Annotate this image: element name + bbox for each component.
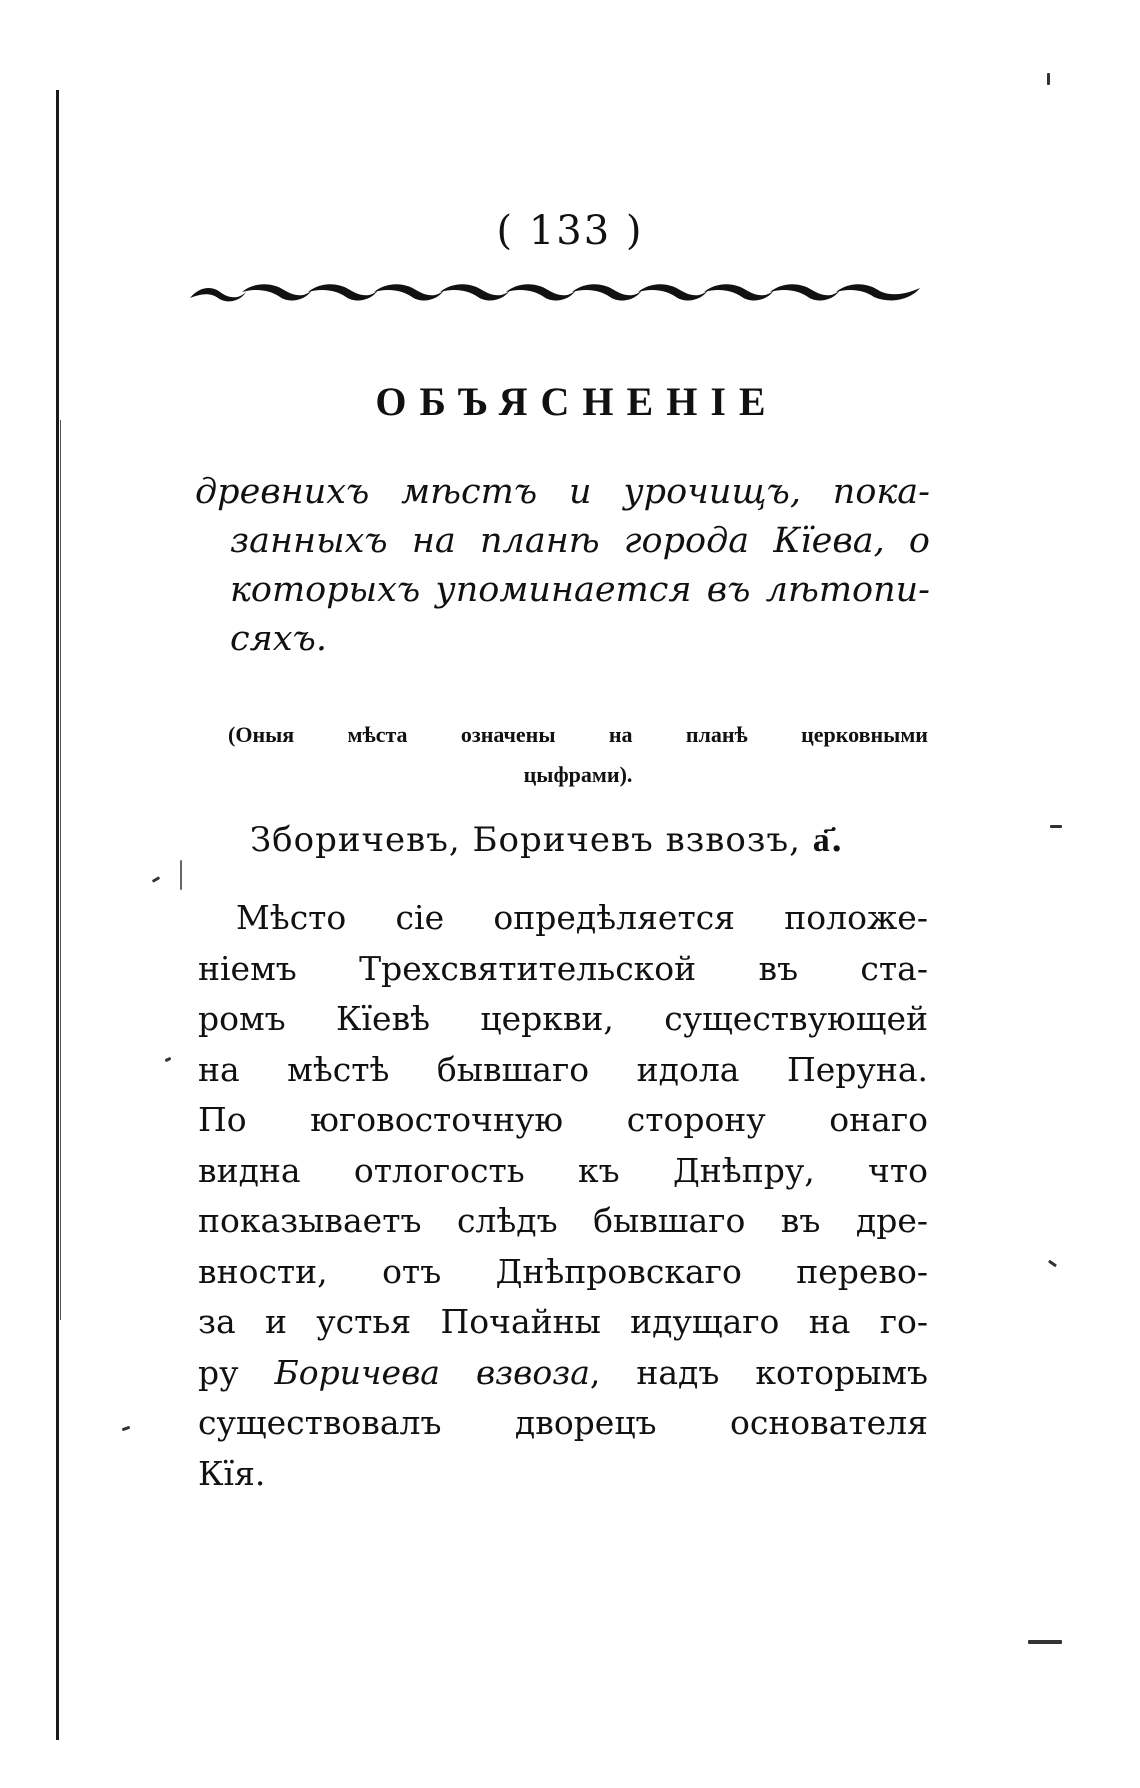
subtitle-line: занныхъ на планѣ города Кїева, о xyxy=(230,521,930,561)
subtitle-line: которыхъ упоминается въ лѣтопи- xyxy=(230,570,930,610)
page-edge-rule-inner xyxy=(60,420,61,1320)
page-number: ( 133 ) xyxy=(496,208,644,254)
section-title: ОБЪЯСНЕНІЕ xyxy=(375,379,779,424)
body-line: Кїя. xyxy=(198,1453,266,1493)
body-line: вности, отъ Днѣпровскаго перево- xyxy=(198,1251,928,1291)
subtitle-line: сяхъ. xyxy=(230,619,327,659)
body-line: показываетъ слѣдъ бывшаго въ дре- xyxy=(198,1201,928,1240)
note-line: (Оныя мѣста означены на планѣ церковными xyxy=(228,722,928,747)
scan-speck xyxy=(165,1057,172,1062)
body-line: ромъ Кїевѣ церкви, существующей xyxy=(198,999,928,1038)
body-text-fragment: , надъ которымъ xyxy=(589,1352,929,1392)
scan-speck xyxy=(1048,1260,1057,1268)
entry-heading-text: Зборичевъ, Боричевъ взвозъ, xyxy=(250,820,801,860)
subtitle xyxy=(195,468,930,664)
scan-speck xyxy=(1047,73,1050,85)
scan-speck xyxy=(152,876,160,883)
page-edge-rule xyxy=(56,90,59,1740)
body-line xyxy=(198,1348,928,1399)
note-line: цыфрами). xyxy=(523,762,633,787)
entry-number-marker: а҃. xyxy=(812,820,844,860)
entry-heading xyxy=(250,820,844,860)
body-line: ніемъ Трехсвятительской въ ста- xyxy=(198,948,928,988)
wave-ornament-divider xyxy=(190,278,920,308)
scan-speck xyxy=(1028,1640,1062,1644)
body-line: за и устья Почайны идущаго на го- xyxy=(198,1302,928,1341)
scan-speck xyxy=(1050,825,1062,828)
scan-speck xyxy=(122,1426,131,1432)
scan-speck xyxy=(180,860,182,890)
body-line: Мѣсто сіе опредѣляется положе- xyxy=(236,898,928,937)
body-line: на мѣстѣ бывшаго идола Перуна. xyxy=(198,1049,928,1089)
body-line: видна отлогость къ Днѣпру, что xyxy=(198,1150,928,1190)
editorial-note xyxy=(228,715,928,795)
body-paragraph xyxy=(198,893,928,1499)
subtitle-line: древнихъ мѣстъ и урочищъ, пока- xyxy=(195,472,930,512)
body-text-fragment: ру xyxy=(198,1352,275,1392)
italic-place-name: Боричева взвоза xyxy=(274,1352,590,1392)
body-line: существовалъ дворецъ основателя xyxy=(198,1403,928,1442)
body-line: По юговосточную сторону онаго xyxy=(198,1100,928,1139)
